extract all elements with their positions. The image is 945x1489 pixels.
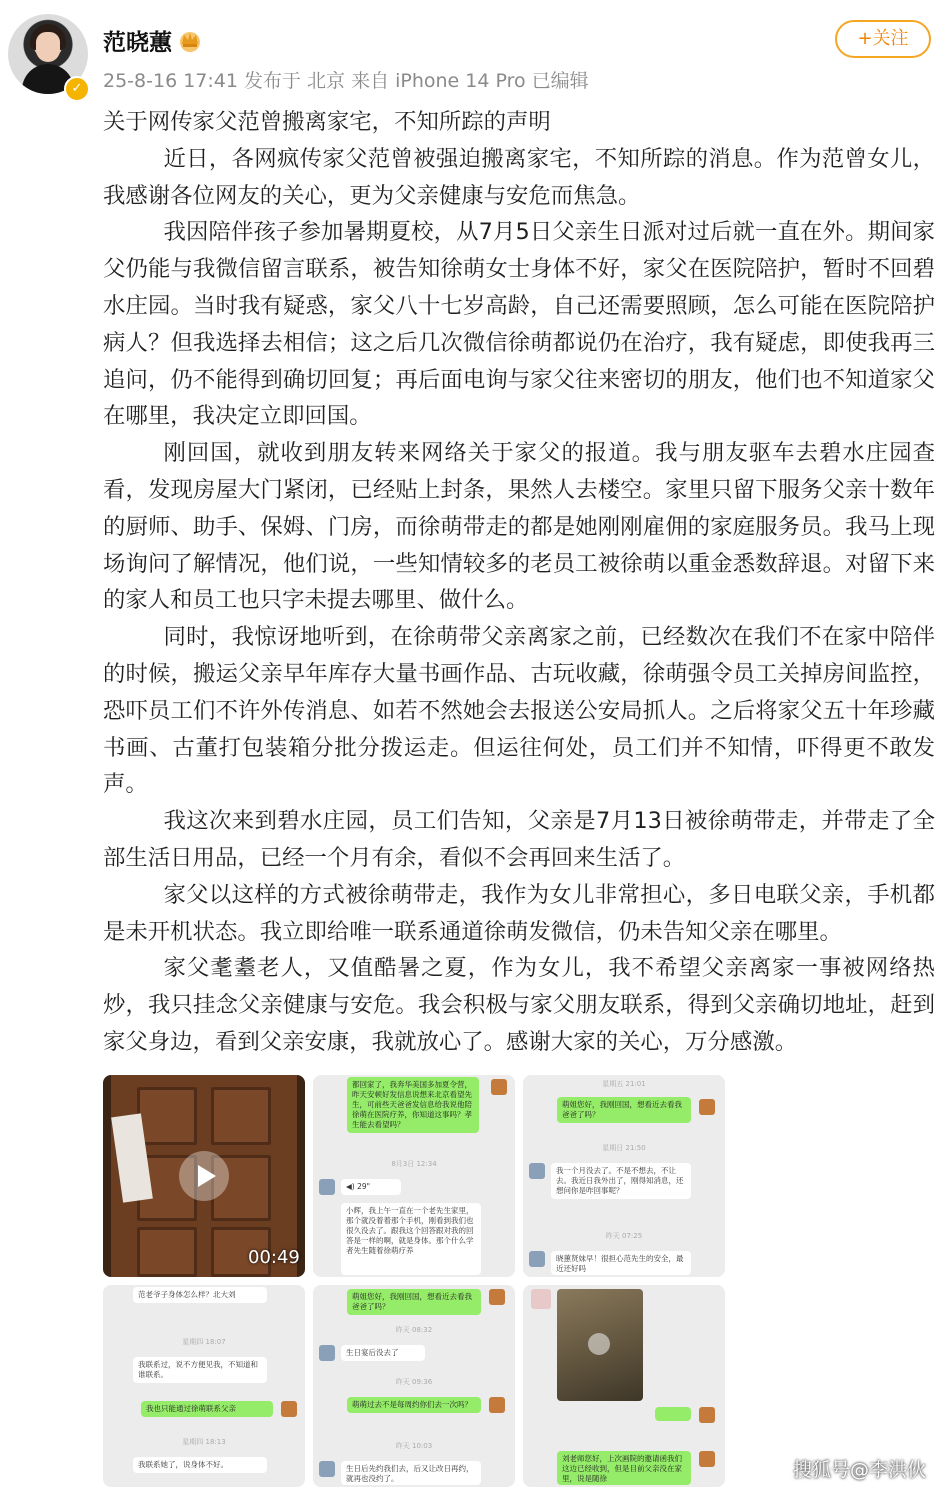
post-paragraph: 近日，各网疯传家父范曾被强迫搬离家宅，不知所踪的消息。作为范曾女儿，我感谢各位网友的关心，更为父亲健康与安危而焦急。	[103, 145, 935, 209]
avatar	[699, 1407, 715, 1423]
post-paragraph: 家父以这样的方式被徐萌带走，我作为女儿非常担心，多日电联父亲，手机都是未开机状态。我立即给唯一联系通道徐萌发微信，仍未告知父亲在哪里。	[103, 881, 935, 945]
avatar	[491, 1079, 507, 1095]
avatar	[281, 1401, 297, 1417]
avatar	[529, 1251, 545, 1267]
media-grid	[103, 1075, 725, 1487]
play-icon[interactable]	[179, 1151, 229, 1201]
crown-icon	[176, 28, 204, 52]
post-paragraph: 我因陪伴孩子参加暑期夏校，从7月5日父亲生日派对过后就一直在外。期间家父仍能与我微信留言联系，被告知徐萌女士身体不好，家父在医院陪护，暂时不回碧水庄园。当时我有疑惑，家父八十七岁高龄，自己还需要照顾，怎么可能在医院陪护病人？但我选择去相信；这之后几次微信徐萌都说仍在治疗，我有疑虑，即使我再三追问，仍不能得到确切回复；再后面电询与家父往来密切的朋友，他们也不知道家父在哪里，我决定立即回国。	[103, 219, 935, 430]
post-paragraph: 刚回国，就收到朋友转来网络关于家父的报道。我与朋友驱车去碧水庄园查看，发现房屋大门紧闭，已经贴上封条，果然人去楼空。家里只留下服务父亲十数年的厨师、助手、保姆、门房，而徐萌带走的都是她刚刚雇佣的家庭服务员。我马上现场询问了解情况，他们说，一些知情较多的老员工被徐萌以重金悉数辞退。对留下来的家人和员工也只字未提去哪里、做什么。	[103, 440, 935, 614]
post-paragraph: 我这次来到碧水庄园，员工们告知，父亲是7月13日被徐萌带走，并带走了全部生活日用品，已经一个月有余，看似不会再回来生活了。	[103, 808, 935, 871]
video-duration: 00:49	[248, 1247, 300, 1268]
chat-screenshot[interactable]: 萌姐您好，我刚回国，想看近去看我爸爸了吗？ 昨天 08:32 生日宴后没去了 昨天 09:36 萌萌过去不是每周约你们去一次吗？ 昨天 10:03 生日后先约我们去，后又让改日再约，就再也没约了。	[313, 1285, 515, 1487]
avatar	[699, 1099, 715, 1115]
avatar	[319, 1179, 335, 1195]
watermark: 搜狐号@李洪伙	[793, 1459, 927, 1481]
chat-screenshot[interactable]: 都回家了，我奔华美国多加夏令营，昨天安顿好发信息说想来北京看望先生，可前些天爸爸发信息给我说他陪徐萌在医院疗养，你知道这事吗？孝生能去看望吗？ 8月3日 12:34 ◀) 29" 小辉，我上午一直在一个老先生家里，那个就没着着那个手机，刚看到我们也很久没去了。跟我这个回答跟对我的回答是一样的啊，就是身体。那个什么学者先生随着徐萌疗养	[313, 1075, 515, 1277]
post-paragraph: 同时，我惊讶地听到，在徐萌带父亲离家之前，已经数次在我们不在家中陪伴的时候，搬运父亲早年库存大量书画作品、古玩收藏，徐萌强令员工关掉房间监控，恐吓员工们不许外传消息、如若不然她会去报送公安局抓人。之后将家父五十年珍藏书画、古董打包装箱分批分拨运走。但运往何处，员工们并不知情，吓得更不敢发声。	[103, 624, 935, 798]
avatar	[699, 1451, 715, 1467]
username[interactable]: 范晓蕙	[103, 30, 172, 56]
chat-screenshot[interactable]: 星期五 21:01 萌姐您好，我刚回国，想看近去看我爸爸了吗？ 星期日 21:50 我一个月没去了。不是不想去，不让去。我近日我外出了，刚得知消息，还想问你是咋回事呢？ 昨天 07:25 晓蕙贤妹早！很担心范先生的安全，最近还好吗	[523, 1075, 725, 1277]
post-header	[0, 0, 945, 105]
follow-button[interactable]: +关注	[835, 20, 931, 58]
post-content	[103, 104, 935, 1061]
post-title: 关于网传家父范曾搬离家宅，不知所踪的声明	[103, 109, 551, 135]
video-thumbnail[interactable]	[103, 1075, 305, 1277]
post-meta: 25-8-16 17:41 发布于 北京 来自 iPhone 14 Pro 已编辑	[103, 70, 589, 92]
chat-screenshot[interactable]: 范老爷子身体怎么样？北大刘 星期四 18:07 我联系过，说不方便见我，不知道和谁联系。 我也只能通过徐萌联系父亲 星期四 18:13 我联系她了，说身体不好。	[103, 1285, 305, 1487]
voice-message[interactable]: ◀) 29"	[341, 1179, 401, 1195]
avatar	[529, 1163, 545, 1179]
avatar	[531, 1289, 551, 1309]
avatar	[319, 1345, 335, 1361]
post-paragraph: 家父耄耋老人，又值酷暑之夏，作为女儿，我不希望父亲离家一事被网络热炒，我只挂念父亲健康与安危。我会积极与家父朋友联系，得到父亲确切地址，赶到家父身边，看到父亲安康，我就放心了。感谢大家的关心，万分感激。	[103, 955, 935, 1055]
verified-badge-icon: ✓	[64, 76, 90, 102]
play-icon[interactable]	[588, 1333, 610, 1355]
chat-screenshot[interactable]: 刘老师您好，上次画院的邀请函我们这边已经收到，但是目前父亲没在家里，说是随徐	[523, 1285, 725, 1487]
video-thumbnail[interactable]	[557, 1289, 643, 1401]
avatar	[489, 1289, 505, 1305]
avatar	[319, 1461, 335, 1477]
avatar	[489, 1397, 505, 1413]
